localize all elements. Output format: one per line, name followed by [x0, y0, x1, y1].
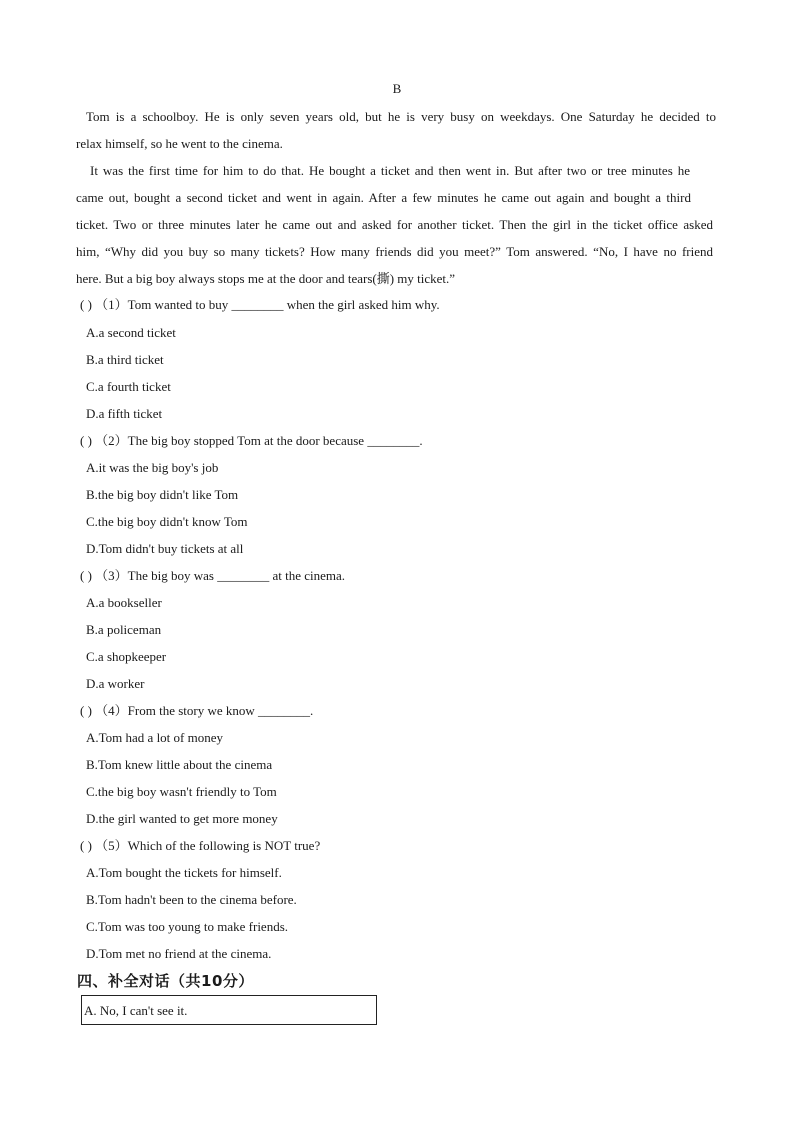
answer-option: D.the girl wanted to get more money — [86, 811, 278, 826]
answer-option: D.Tom met no friend at the cinema. — [86, 946, 272, 961]
answer-option: D.a worker — [86, 676, 145, 691]
answer-option: C.a fourth ticket — [86, 379, 171, 394]
answer-option: C.the big boy didn't know Tom — [86, 514, 248, 529]
section-heading: 四、补全对话（共10分） — [77, 972, 254, 990]
question-stem: ( ) （5）Which of the following is NOT true? — [80, 838, 321, 853]
answer-option: B.Tom knew little about the cinema — [86, 757, 273, 772]
answer-option: B.a third ticket — [86, 352, 164, 367]
passage-line: relax himself, so he went to the cinema. — [76, 136, 283, 151]
passage-label: B — [392, 81, 402, 96]
answer-option: B.the big boy didn't like Tom — [86, 487, 239, 502]
answer-option: C.a shopkeeper — [86, 649, 167, 664]
answer-option: C.Tom was too young to make friends. — [86, 919, 289, 934]
option-box — [81, 995, 377, 1025]
question-stem: ( ) （1）Tom wanted to buy ________ when the girl asked him why. — [80, 297, 440, 312]
passage-line: came out, bought a second ticket and went in again. After a few minutes he came out again and bought a third — [76, 190, 691, 205]
answer-option: C.the big boy wasn't friendly to Tom — [86, 784, 277, 799]
passage-line: here. But a big boy always stops me at the door and tears(撕) my ticket.” — [76, 271, 456, 286]
answer-option: A.a second ticket — [86, 325, 176, 340]
question-stem: ( ) （3）The big boy was ________ at the cinema. — [80, 568, 345, 583]
answer-option: B.a policeman — [86, 622, 162, 637]
answer-option: A.Tom had a lot of money — [86, 730, 224, 745]
option-box-text: A. No, I can't see it. — [84, 1003, 188, 1018]
answer-option: D.a fifth ticket — [86, 406, 163, 421]
answer-option: D.Tom didn't buy tickets at all — [86, 541, 244, 556]
answer-option: A.it was the big boy's job — [86, 460, 219, 475]
passage-line: Tom is a schoolboy. He is only seven years old, but he is very busy on weekdays. One Saturday he decided to — [86, 109, 716, 124]
passage-line: It was the first time for him to do that. He bought a ticket and then went in. But after two or tree minutes he — [90, 163, 690, 178]
passage-line: ticket. Two or three minutes later he came out and asked for another ticket. Then the girl in the ticket office asked — [76, 217, 713, 232]
answer-option: B.Tom hadn't been to the cinema before. — [86, 892, 297, 907]
question-stem: ( ) （4）From the story we know ________. — [80, 703, 314, 718]
passage-line: him, “Why did you buy so many tickets? How many friends did you meet?” Tom answered. “No, I have no friend — [76, 244, 713, 259]
question-stem: ( ) （2）The big boy stopped Tom at the door because ________. — [80, 433, 423, 448]
answer-option: A.a bookseller — [86, 595, 162, 610]
answer-option: A.Tom bought the tickets for himself. — [86, 865, 282, 880]
